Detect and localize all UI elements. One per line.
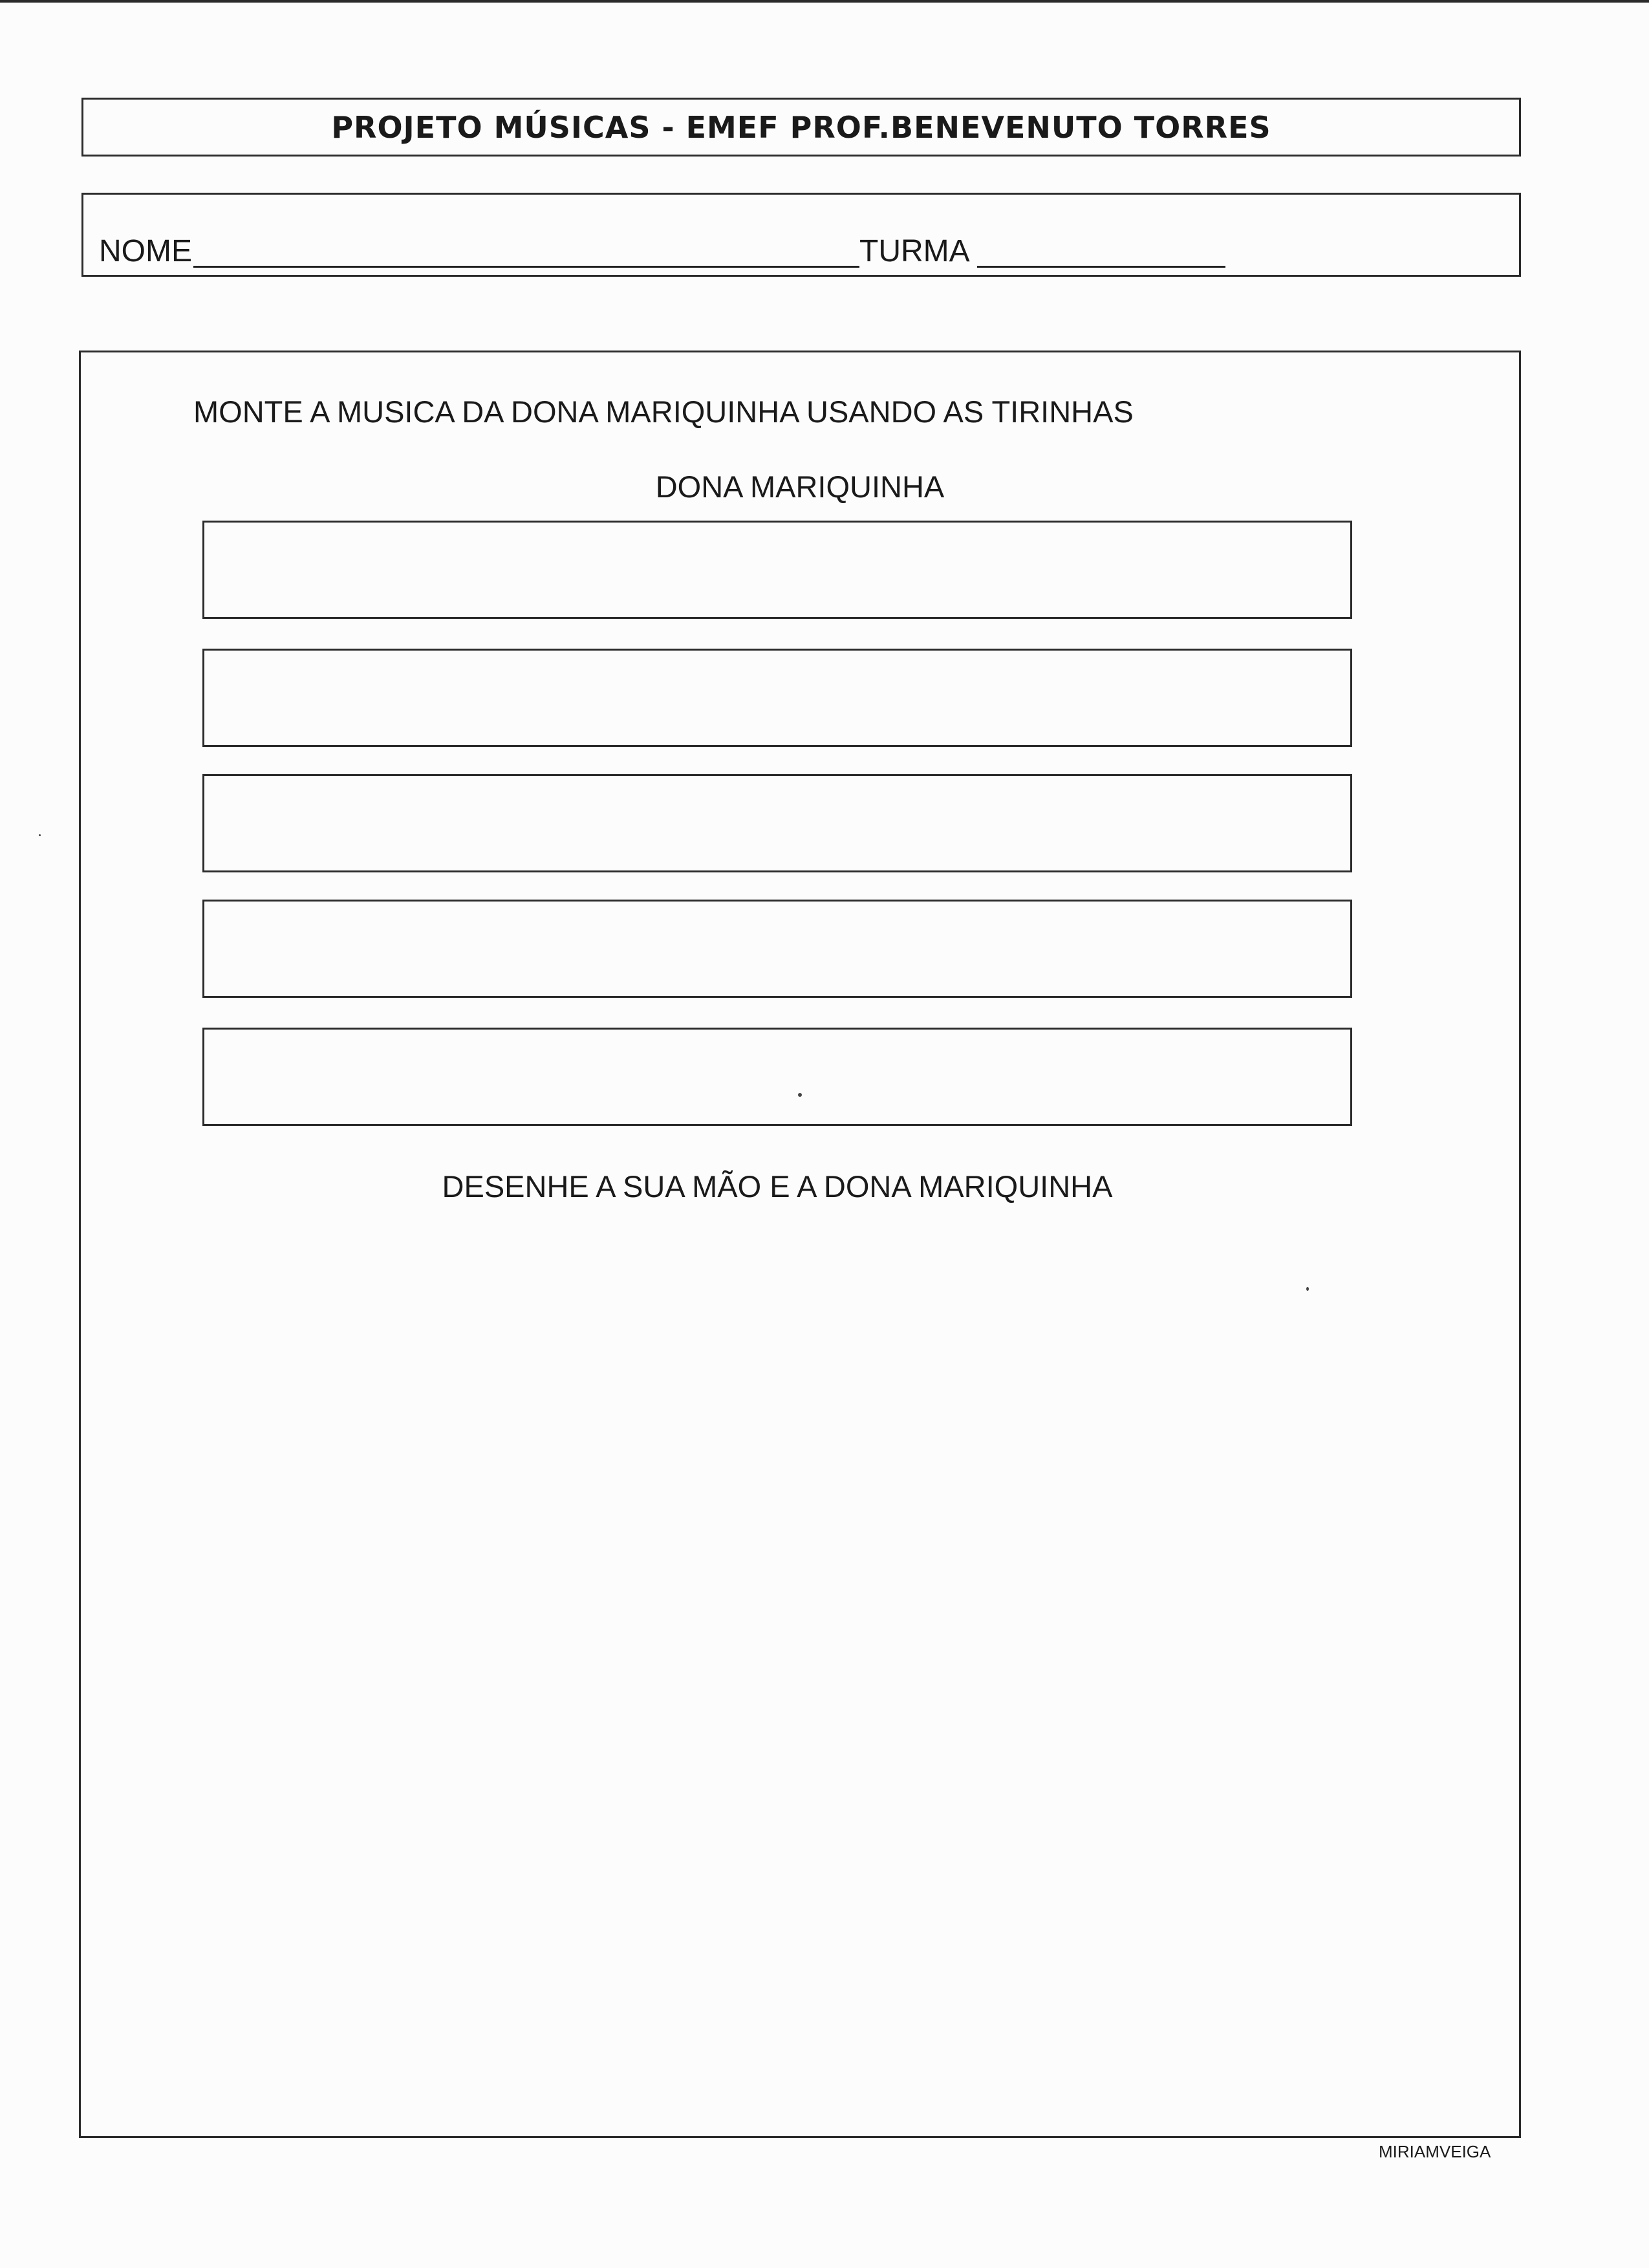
- drawing-area[interactable]: [94, 1219, 1506, 2123]
- name-field[interactable]: [193, 266, 859, 268]
- page-top-rule: [0, 0, 1649, 3]
- class-field[interactable]: [977, 266, 1225, 268]
- song-strip-slot[interactable]: [202, 649, 1352, 747]
- activity-box: [79, 351, 1521, 2138]
- song-strip-slot[interactable]: [202, 521, 1352, 619]
- header-box: [81, 98, 1521, 157]
- song-strip-slot[interactable]: [202, 900, 1352, 998]
- author-signature: MIRIAMVEIGA: [1379, 2142, 1491, 2161]
- song-strip-slot[interactable]: [202, 1028, 1352, 1126]
- class-label: TURMA: [859, 234, 970, 268]
- scan-speck: [39, 834, 41, 836]
- drawing-instruction: DESENHE A SUA MÃO E A DONA MARIQUINHA: [442, 1169, 1113, 1204]
- song-title: DONA MARIQUINHA: [655, 470, 945, 504]
- student-info-box: [81, 193, 1521, 277]
- activity-instruction: MONTE A MUSICA DA DONA MARIQUINHA USANDO AS TIRINHAS: [193, 394, 1134, 429]
- page-title: PROJETO MÚSICAS - EMEF PROF.BENEVENUTO TORRES: [331, 110, 1271, 145]
- name-label: NOME: [99, 234, 192, 268]
- song-strip-slot[interactable]: [202, 774, 1352, 872]
- scan-speck: [1306, 1287, 1309, 1291]
- scan-speck: [798, 1093, 802, 1097]
